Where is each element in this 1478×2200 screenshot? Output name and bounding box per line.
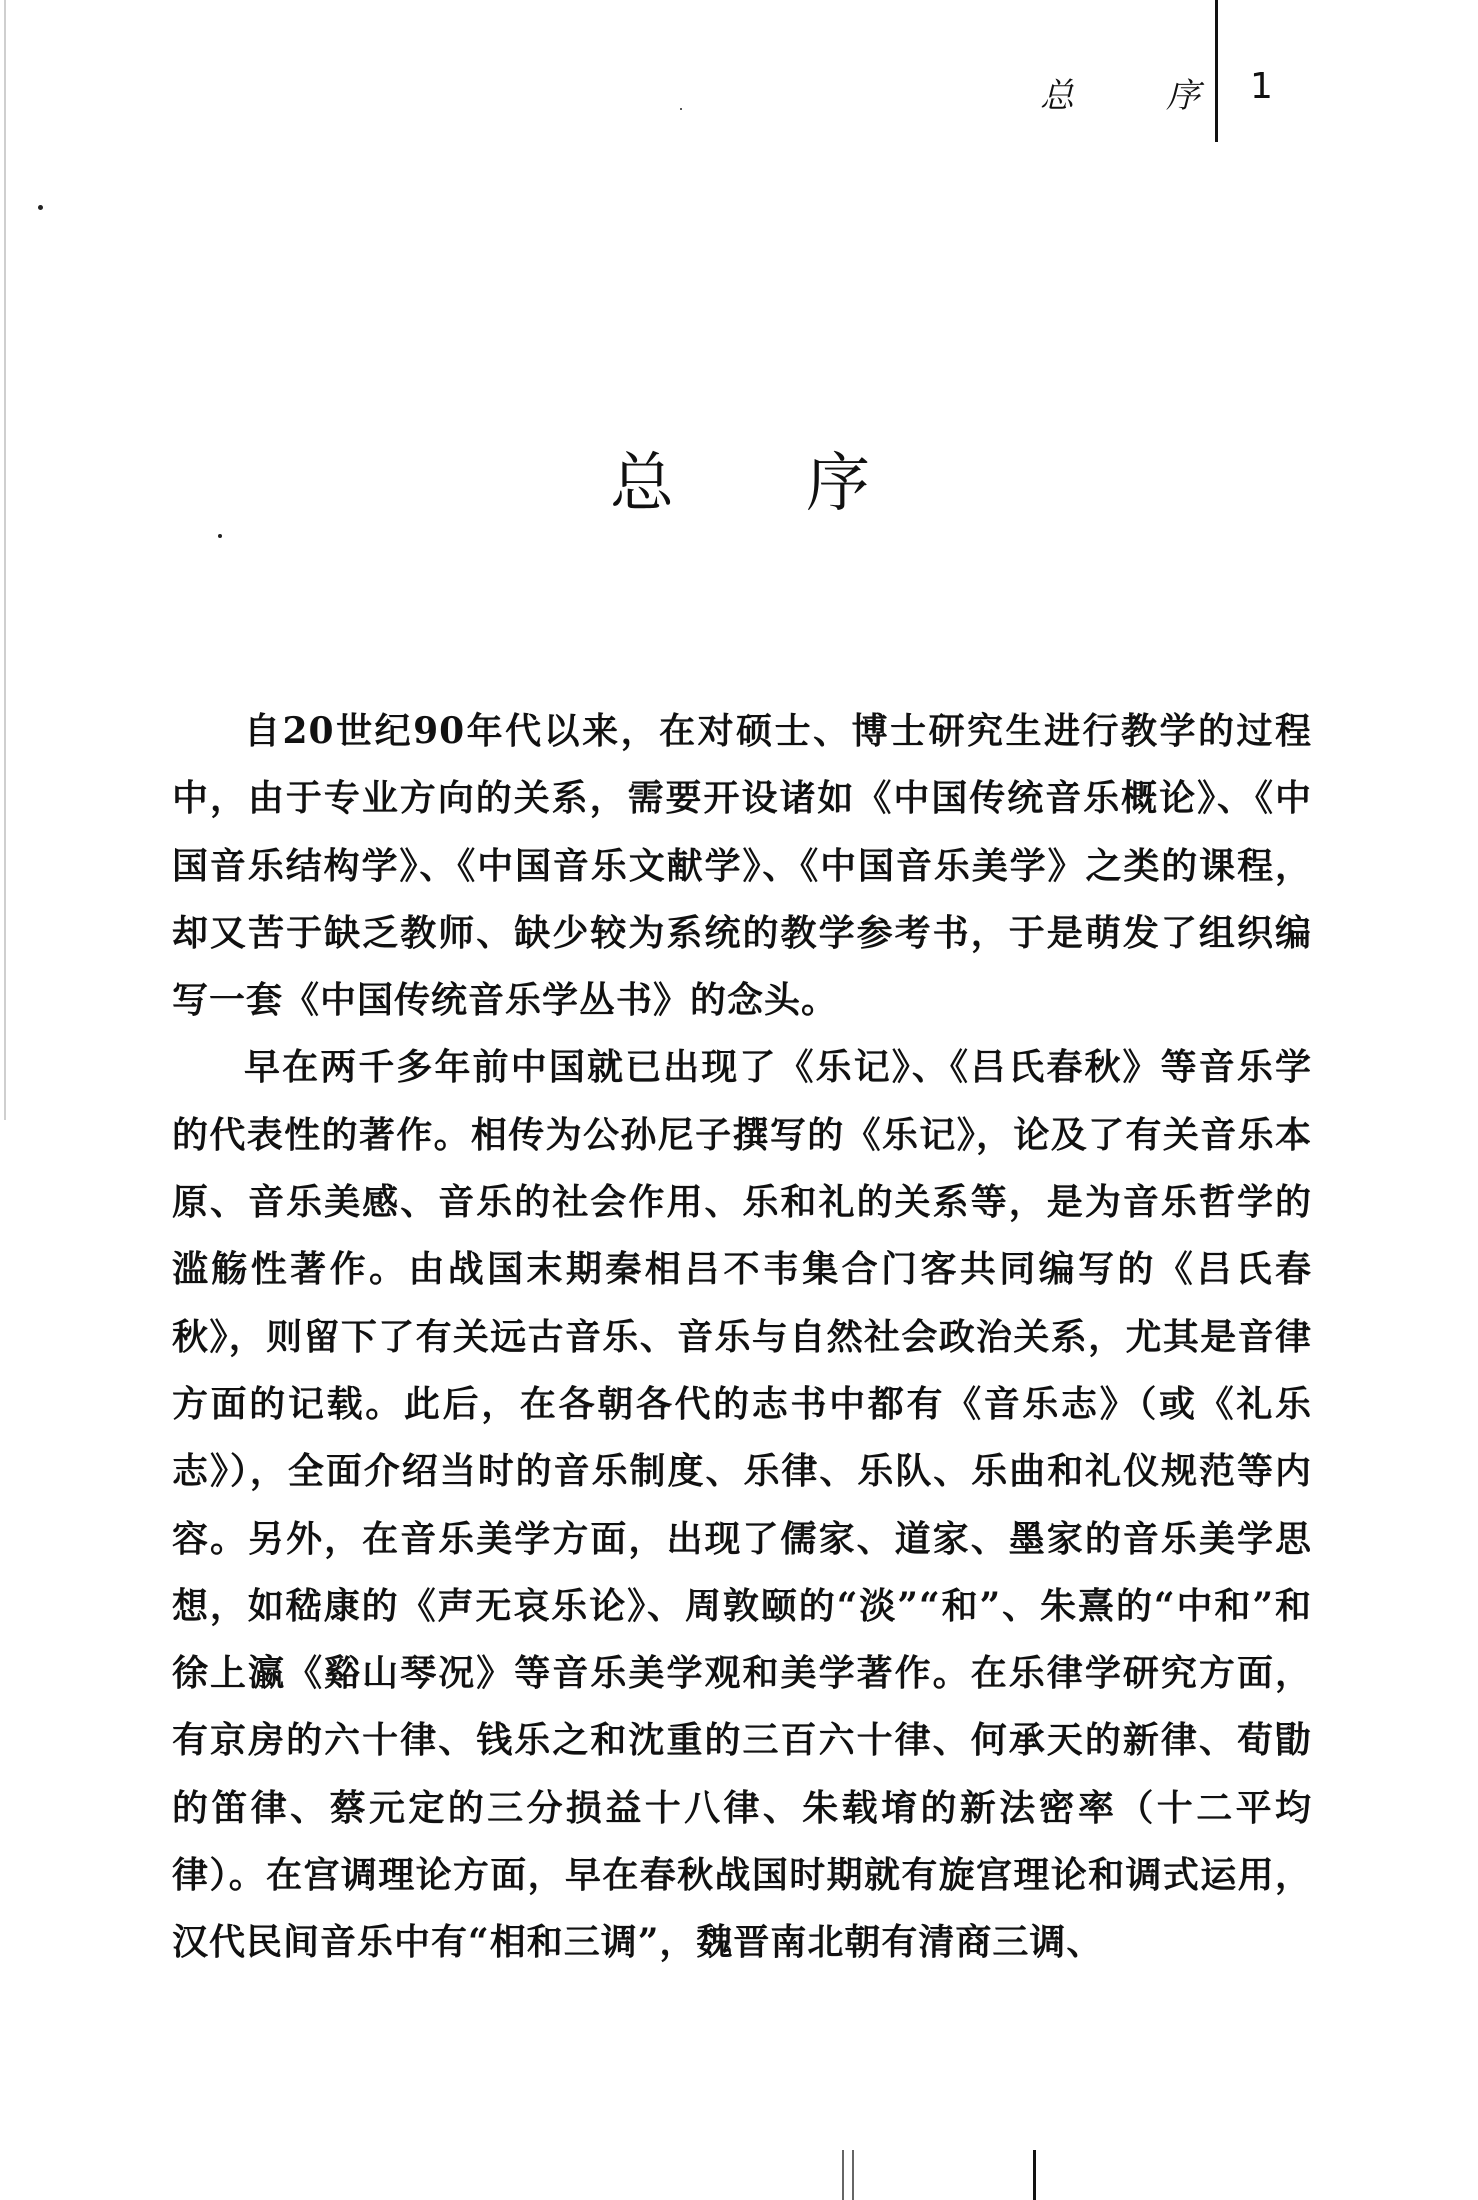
chapter-title xyxy=(610,432,870,521)
body-text xyxy=(172,698,1312,1977)
header-divider-rule xyxy=(1215,0,1218,142)
running-head-char-1: 总 xyxy=(1040,76,1074,116)
scan-bottom-mark xyxy=(842,2150,844,2200)
paragraph-2: 早在两千多年前中国就已出现了《乐记》、《吕氏春秋》等音乐学的代表性的著作。相传为公孙尼子撰写的《乐记》，论及了有关音乐本原、音乐美感、音乐的社会作用、乐和礼的关系等，是为音乐哲学的滥觞性著作。由战国末期秦相吕不韦集合门客共同编写的《吕氏春秋》，则留下了有关远古音乐、音乐与自然社会政治关系，尤其是音律方面的记载。此后，在各朝各代的志书中都有《音乐志》（或《礼乐志》），全面介绍当时的音乐制度、乐律、乐队、乐曲和礼仪规范等内容。另外，在音乐美学方面，出现了儒家、道家、墨家的音乐美学思想，如嵇康的《声无哀乐论》、周敦颐的“淡”“和”、朱熹的“中和”和徐上瀛《谿山琴况》等音乐美学观和美学著作。在乐律学研究方面，有京房的六十律、钱乐之和沈重的三百六十律、何承天的新律、荀勖的笛律、蔡元定的三分损益十八律、朱载堉的新法密率（十二平均律）。在宫调理论方面，早在春秋战国时期就有旋宫理论和调式运用，汉代民间音乐中有“相和三调”，魏晋南北朝有清商三调、 xyxy=(172,1046,1312,1964)
running-head xyxy=(1040,68,1200,118)
page-number: 1 xyxy=(1250,66,1273,107)
scan-bottom-mark xyxy=(1033,2150,1036,2200)
scan-speck xyxy=(680,108,682,110)
scan-speck xyxy=(218,534,222,538)
scan-left-edge xyxy=(4,0,6,1120)
paragraph-1: 自20世纪90年代以来，在对硕士、博士研究生进行教学的过程中，由于专业方向的关系，需要开设诸如《中国传统音乐概论》、《中国音乐结构学》、《中国音乐文献学》、《中国音乐美学》之类的课程，却又苦于缺乏教师、缺少较为系统的教学参考书，于是萌发了组织编写一套《中国传统音乐学丛书》的念头。 xyxy=(172,710,1312,1022)
chapter-title-char-2: 序 xyxy=(806,447,870,521)
running-head-char-2: 序 xyxy=(1166,76,1200,116)
chapter-title-char-1: 总 xyxy=(610,447,674,521)
scan-bottom-mark xyxy=(852,2150,854,2200)
scan-speck xyxy=(38,205,43,210)
